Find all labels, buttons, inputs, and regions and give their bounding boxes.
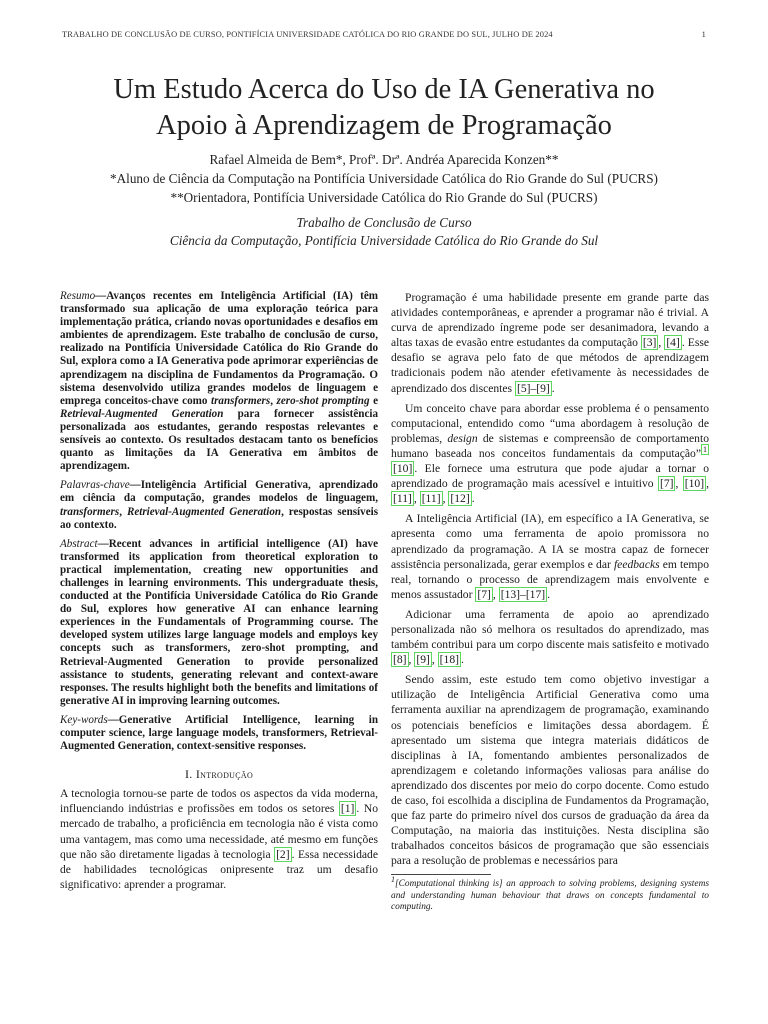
author-names: Rafael Almeida de Bem*, Profª. Drª. Andréa Aparecida Konzen**	[209, 152, 559, 167]
intro-paragraph-1	[60, 786, 378, 892]
keywords-pt-text-1: —Inteligência Artificial Generativa, aprendizado em ciência da computação, grandes modelos de linguagem,	[60, 479, 378, 505]
footnote	[391, 875, 709, 913]
citation-link[interactable]: [12]	[450, 492, 470, 506]
venue-line-1: Trabalho de Conclusão de Curso	[296, 215, 472, 230]
abstract-pt-term-3: Retrieval-Augmented Generation	[60, 407, 224, 420]
citation-link[interactable]: [11]	[421, 492, 441, 506]
keywords-pt-text-2: ,	[119, 505, 127, 518]
keywords-en-label: Key-words	[60, 713, 108, 726]
r-p4-text-a: Adicionar uma ferramenta de apoio ao aprendizado personalizada não só melhora os resultados do aprendizado, mas também contribui para um corpo discente mais satisfeito e motivado	[391, 607, 709, 652]
r-p3-text-a: A Inteligência Artificial (IA), em específico a IA Generativa, se apresenta como uma ferramenta de apoio promissora no aprendizado da programação. A IA se mostra capaz de fornecer assistência personalizada, gerar exemplos e dar	[391, 512, 709, 571]
citation-link[interactable]: [7]	[659, 477, 674, 491]
abstract-en-label: Abstract	[60, 537, 98, 550]
r-p2-text-b: de sistemas e compreensão de comportamento humano baseada nos conceitos fundamentais da computação”	[391, 431, 709, 460]
citation-link[interactable]: [4]	[666, 336, 680, 350]
right-paragraph-4	[391, 607, 709, 667]
author-block	[40, 150, 728, 207]
section-heading-introduction: I. Introdução	[184, 767, 254, 782]
r-p2-end: .	[471, 492, 475, 506]
keywords-pt	[60, 479, 378, 531]
r-p1-text-c: .	[551, 381, 555, 395]
r-p3-sep: ,	[492, 587, 499, 601]
title-line-2: Apoio à Aprendizagem de Programação	[156, 110, 612, 141]
r-p3-term: feedbacks	[613, 557, 660, 571]
r-p1-sep: ,	[658, 336, 665, 350]
r-p2-sep: ,	[706, 477, 709, 491]
r-p4-sep: ,	[408, 653, 415, 667]
title-line-1: Um Estudo Acerca do Uso de IA Generativa no	[113, 74, 655, 105]
venue-block	[40, 214, 728, 250]
right-paragraph-1	[391, 290, 709, 396]
venue-line-2: Ciência da Computação, Pontifícia Universidade Católica do Rio Grande do Sul	[169, 233, 599, 248]
abstract-pt	[60, 290, 378, 473]
abstract-pt-term-1: transformers	[211, 394, 271, 407]
running-head-text: TRABALHO DE CONCLUSÃO DE CURSO, PONTIFÍCIA UNIVERSIDADE CATÓLICA DO RIO GRANDE DO SUL, JULHO DE 2024	[62, 30, 553, 39]
r-p2-text-c: . Ele fornece uma estrutura que pode ajudar a tornar o aprendizado de programação mais acessível e intuitivo	[391, 462, 709, 491]
citation-link[interactable]: [11]	[393, 492, 412, 506]
citation-link[interactable]: [9]	[416, 653, 430, 667]
keywords-pt-label: Palavras-chave	[60, 479, 130, 492]
abstract-section	[60, 290, 378, 753]
author-affiliation-1: *Aluno de Ciência da Computação na Pontifícia Universidade Católica do Rio Grande do Sul (PUCRS)	[110, 171, 658, 186]
abstract-pt-text-3: e	[369, 394, 379, 407]
footnote-text: [Computational thinking is] an approach to solving problems, designing systems and understanding human behaviour that draws on concepts fundamental to computing.	[391, 879, 709, 912]
r-p3-end: .	[547, 587, 551, 601]
footnote-number: 1	[391, 875, 395, 885]
right-column	[391, 290, 709, 913]
citation-link[interactable]: [10]	[684, 477, 705, 491]
right-paragraph-3	[391, 511, 709, 602]
abstract-pt-label: Resumo	[60, 290, 96, 302]
r-p1-text-b: . Esse desafio se agrava pelo fato de que métodos de aprendizagem tradicionais podem não atender efetivamente às necessidades de aprendizado dos discentes	[391, 336, 709, 395]
citation-link[interactable]: [3]	[642, 336, 657, 350]
keywords-en-text: —Generative Artificial Intelligence, learning in computer science, large language models, transformers, Retrieval-Augmented Generation, context-sensitive responses.	[60, 713, 378, 753]
abstract-en	[60, 538, 378, 708]
intro-p1-text-a: A tecnologia tornou-se parte de todos os aspectos da vida moderna, influenciando indústrias e profissões em todos os setores	[60, 787, 378, 816]
right-paragraph-5: Sendo assim, este estudo tem como objetivo investigar a utilização de Inteligência Artificial Generativa como uma ferramenta auxiliar na aprendizagem de programação, examinando os potenciais benefícios e limitações dessa abordagem. É apresentado um sistema que integra materiais didáticos de disciplinas à IA, fomentando ambientes personalizados de aprendizagem e coletando informações valiosas para análise do aprendizado dos discentes por meio do corpo docente. Como estudo de caso, foi escolhida a disciplina de Fundamentos da Programação, que faz parte do primeiro nível dos cursos de graduação da área da Computação, na maioria das instituições. Nesta disciplina são trabalhados conceitos básicos de programação que são essenciais para a resolução de problemas e necessários para	[391, 673, 709, 868]
citation-link[interactable]: [2]	[276, 847, 290, 861]
keywords-en	[60, 714, 378, 753]
r-p4-sep: ,	[431, 653, 438, 667]
r-p2-sep: ,	[413, 492, 420, 506]
r-p2-term: design	[447, 431, 478, 445]
intro-p1-text-b: . No mercado de trabalho, a proficiência em tecnologia não é vista como uma vantagem, mas como uma necessidade, até mesmo em funções que não são diretamente ligadas à tecnologia	[60, 802, 379, 861]
abstract-pt-text-1: —Avanços recentes em Inteligência Artificial (IA) têm transformado sua aplicação de uma exploração teórica para implementação prática, criando novas oportunidades e desafios em ambientes de aprendizagem. Este trabalho de conclusão de curso, realizado na Pontifícia Universidade Católica do Rio Grande do Sul, explora como a IA Generativa pode aprimorar experiências de aprendizagem na disciplina de Fundamentos da Programação. O sistema desenvolvido utiliza grandes modelos de linguagem e emprega conceitos-chave como	[60, 290, 378, 407]
citation-link[interactable]: [7]	[477, 587, 491, 601]
citation-link[interactable]: [18]	[439, 653, 459, 667]
r-p2-sep: ,	[442, 492, 449, 506]
r-p2-text-a: Um conceito chave para abordar esse problema é o pensamento computacional, entendido como “uma abordagem à resolução de problemas,	[391, 401, 709, 445]
footnote-marker[interactable]: 1	[703, 445, 707, 455]
citation-link[interactable]: [13]–[17]	[500, 587, 546, 601]
author-affiliation-2: **Orientadora, Pontifícia Universidade Católica do Rio Grande do Sul (PUCRS)	[170, 190, 598, 205]
r-p3-text-b: em tempo real, tornando o processo de aprendizagem mais envolvente e menos assustador	[391, 557, 709, 601]
left-column	[60, 290, 378, 897]
r-p4-end: .	[460, 653, 464, 667]
keywords-pt-term-2: Retrieval-Augmented Generation	[126, 505, 282, 518]
abstract-en-text: —Recent advances in artificial intelligence (AI) have transformed its application from theoretical exploration to practical implementation, creating new opportunities and challenges in learning environments. This undergraduate thesis, conducted at the Pontifícia Universidade Católica do Rio Grande do Sul, explores how generative AI can enhance learning experiences in the Fundamentals of Programming course. The developed system utilizes large language models and employs key concepts such as transformers, zero-shot prompting, and Retrieval-Augmented Generation to provide personalized assistance to students, generating relevant and context-aware responses. The results highlight both the benefits and limitations of generative AI in improving learning outcomes.	[60, 537, 378, 707]
citation-link[interactable]: [1]	[340, 802, 355, 816]
intro-p1-text-c: . Essa necessidade de habilidades tecnológicas onipresente traz um desafio significativo: aprender a programar.	[60, 847, 379, 891]
r-p2-sep: ,	[675, 477, 683, 491]
paper-title	[40, 72, 728, 144]
abstract-pt-text-2: ,	[270, 394, 277, 407]
citation-link[interactable]: [8]	[393, 653, 407, 667]
running-head	[62, 30, 706, 39]
abstract-pt-term-2: zero-shot prompting	[276, 394, 370, 407]
footnote-divider	[391, 874, 491, 875]
keywords-pt-text-3: , respostas sensíveis ao contexto.	[60, 505, 379, 531]
abstract-pt-text-4: para fornecer assistência personalizada aos estudantes, gerando respostas relevantes e sensíveis ao contexto. Os resultados destacam tanto os benefícios quanto as limitações da IA Generativa em âmbitos de aprendizagem.	[60, 407, 378, 473]
citation-link[interactable]: [5]–[9]	[516, 381, 550, 395]
citation-link[interactable]: [10]	[393, 462, 413, 476]
keywords-pt-term-1: transformers	[60, 505, 120, 518]
r-p1-text-a: Programação é uma habilidade presente em grande parte das atividades contemporâneas, e aprender a programar não é trivial. A curva de aprendizado íngreme pode ser desanimadora, levando a altas taxas de evasão entre estudantes da computação	[391, 291, 709, 350]
page-number: 1	[701, 30, 706, 39]
right-paragraph-2	[391, 401, 709, 507]
